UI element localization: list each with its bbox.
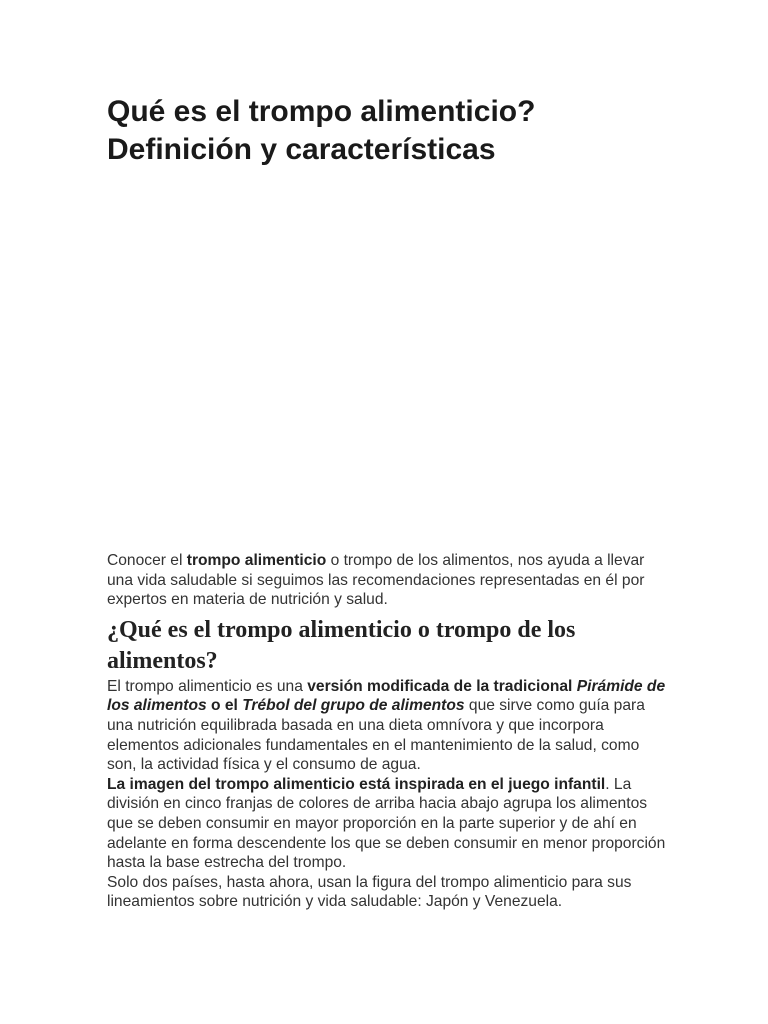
intro-text-1: Conocer el <box>107 552 187 569</box>
intro-paragraph <box>107 551 667 610</box>
title-line-2: Definición y características <box>107 133 496 166</box>
inspiration-text: . La división en cinco franjas de colores de arriba hacia abajo agrupa los alimentos que se deben consumir en mayor proporción en la parte superior y de ahí en adelante en forma descendente los que se deben consumir en menor proporción hasta la base estrecha del trompo. <box>107 775 666 872</box>
title-line-1: Qué es el trompo alimenticio? <box>107 95 536 128</box>
definition-bold-italic-2: Trébol del grupo de alimentos <box>242 697 465 715</box>
countries-paragraph: Solo dos países, hasta ahora, usan la figura del trompo alimenticio para sus lineamientos sobre nutrición y vida saludable: Japón y Venezuela. <box>107 873 632 911</box>
intro-bold-term: trompo alimenticio <box>186 552 327 569</box>
inspiration-bold: La imagen del trompo alimenticio está inspirada en el juego infantil <box>107 775 606 793</box>
intro-text-2: o trompo de los alimentos, nos ayuda a llevar una vida saludable si seguimos las recomendaciones representadas en él por expertos en materia de nutrición y salud. <box>107 552 645 609</box>
section-heading: ¿Qué es el trompo alimenticio o trompo de los alimentos? <box>107 616 576 674</box>
article-body <box>107 551 667 912</box>
definition-bold-2: o el <box>206 697 243 715</box>
definition-text-2: que sirve como guía para una nutrición equilibrada basada en una dieta omnívora y que incorpora elementos adicionales fundamentales en el mantenimiento de la salud, como son, la actividad física y el consumo de agua. <box>107 697 645 774</box>
definition-bold-1: versión modificada de la tradicional <box>307 677 577 695</box>
page-title <box>107 93 667 169</box>
definition-paragraph <box>107 677 667 775</box>
inspiration-paragraph <box>107 775 667 873</box>
definition-bold-italic-1: Pirámide de los alimentos <box>107 677 666 715</box>
definition-text-1: El trompo alimenticio es una <box>107 677 308 695</box>
